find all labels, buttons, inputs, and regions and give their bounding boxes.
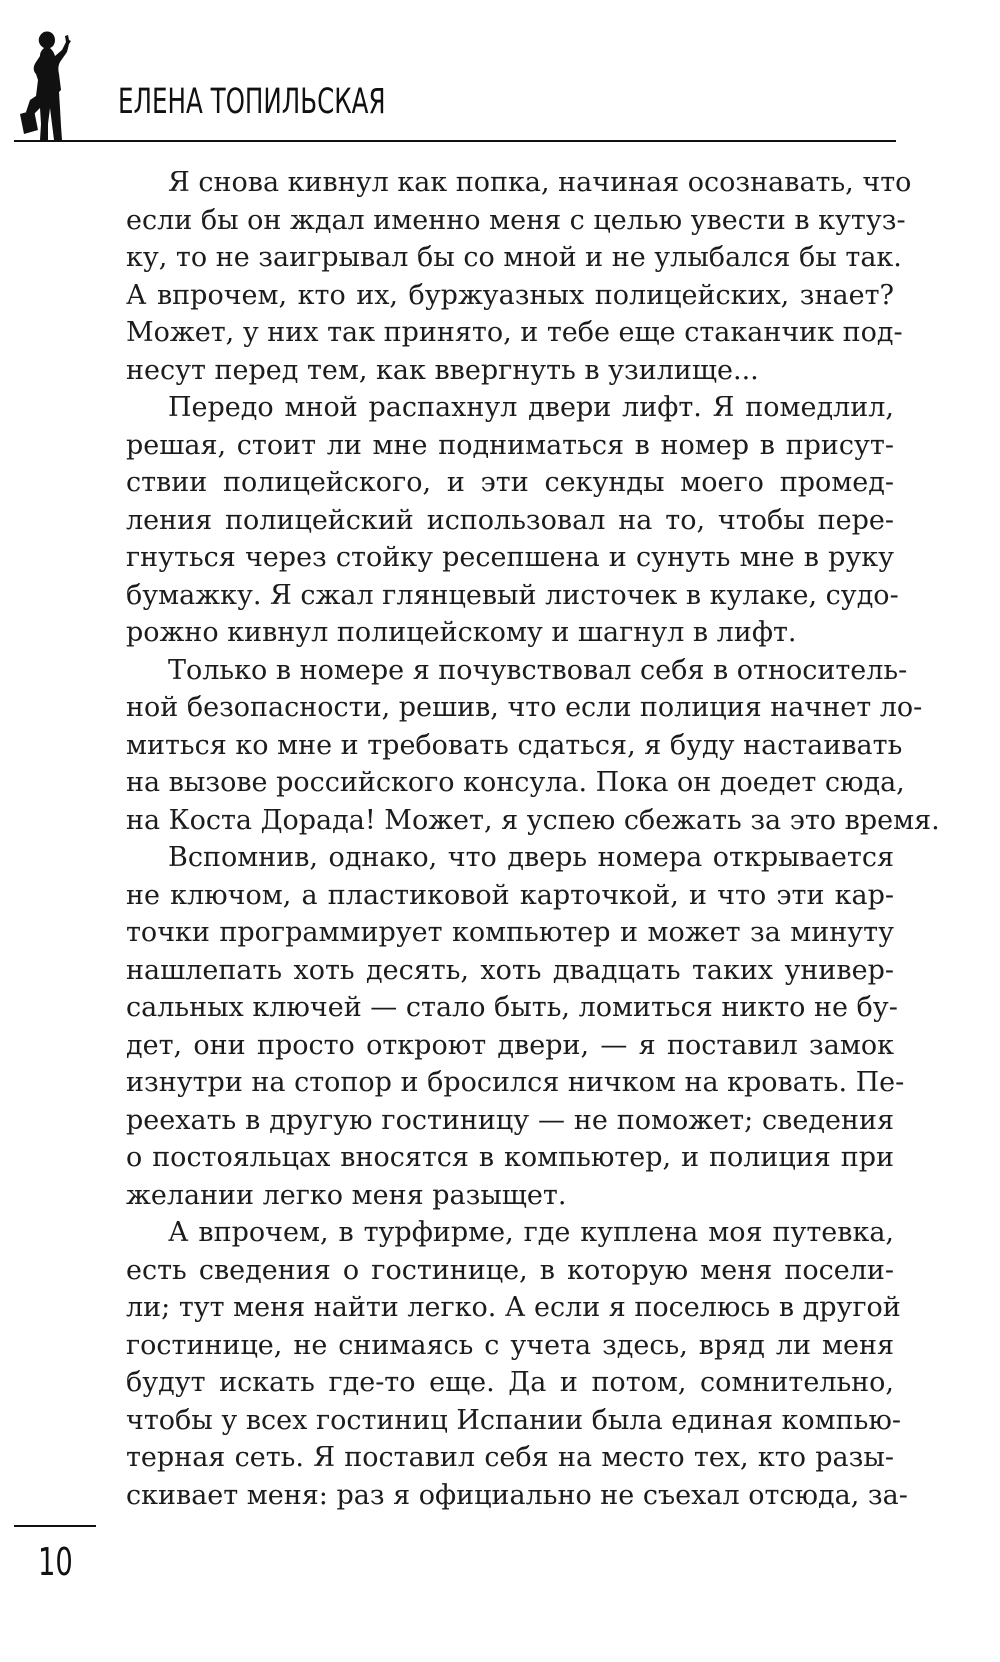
text-line: ной безопасности, решив, что если полиция начнет ло-: [126, 692, 923, 723]
text-line: на вызове российского консула. Пока он доедет сюда,: [126, 767, 905, 798]
text-line: чтобы у всех гостиниц Испании была единая компью-: [126, 1404, 902, 1436]
footer-rule: [14, 1525, 96, 1527]
text-line: ления полицейский использовал на то, чтобы пере-: [126, 504, 894, 536]
paragraph: [126, 164, 912, 389]
text-line: терная сеть. Я поставил себя на место тех, кто разы-: [126, 1442, 894, 1473]
text-line: изнутри на стопор и бросился ничком на кровать. Пе-: [126, 1067, 905, 1098]
page-number: 10: [38, 1540, 73, 1584]
paragraph: [126, 652, 940, 840]
text-line: бумажку. Я сжал глянцевый листочек в кулаке, судо-: [126, 579, 899, 611]
text-line: миться ко мне и требовать сдаться, я буду настаивать: [126, 729, 903, 761]
text-line: решая, стоит ли мне подниматься в номер в присут-: [126, 429, 894, 461]
text-line: Может, у них так принято, и тебе еще стаканчик под-: [126, 317, 903, 348]
paragraph: [126, 1214, 908, 1514]
text-line: ствии полицейского, и эти секунды моего промед-: [126, 467, 894, 498]
text-line: Передо мной распахнул двери лифт. Я помедлил,: [168, 392, 894, 423]
text-line: А впрочем, в турфирме, где куплена моя путевка,: [168, 1217, 894, 1248]
paragraph: [126, 839, 905, 1214]
text-line: гнуться через стойку ресепшена и сунуть мне в руку: [126, 542, 894, 573]
text-line: на Коста Дорада! Может, я успею сбежать за это время.: [126, 804, 940, 836]
text-line: ли; тут меня найти легко. А если я поселюсь в другой: [126, 1292, 901, 1323]
text-line: скивает меня: раз я официально не съехал отсюда, за-: [126, 1479, 908, 1511]
text-line: несут перед тем, как ввергнуть в узилище...: [126, 354, 759, 386]
running-head: ЕЛЕНА ТОПИЛЬСКАЯ: [118, 82, 386, 122]
text-line: сальных ключей — стало быть, ломиться никто не бу-: [126, 992, 898, 1023]
text-line: рожно кивнул полицейскому и шагнул в лифт.: [126, 617, 797, 648]
woman-with-gun-silhouette-icon: [14, 28, 86, 144]
text-line: А впрочем, кто их, буржуазных полицейских, знает?: [126, 279, 894, 311]
header-rule: [14, 140, 896, 142]
text-line: желании легко меня разыщет.: [126, 1179, 567, 1211]
text-line: точки программирует компьютер и может за минуту: [126, 917, 894, 948]
body-text: [126, 164, 940, 1514]
text-line: ку, то не заигрывал бы со мной и не улыбался бы так.: [126, 242, 902, 273]
text-line: гостинице, не снимаясь с учета здесь, вряд ли меня: [126, 1329, 894, 1361]
text-line: Вспомнив, однако, что дверь номера открывается: [168, 842, 894, 873]
text-line: есть сведения о гостинице, в которую меня посели-: [126, 1254, 894, 1286]
text-line: дет, они просто откроют двери, — я поставил замок: [126, 1029, 894, 1061]
text-line: Я снова кивнул как попка, начиная осознавать, что: [168, 167, 912, 198]
text-line: нашлепать хоть десять, хоть двадцать таких универ-: [126, 954, 894, 986]
text-line: Только в номере я почувствовал себя в относитель-: [168, 654, 908, 686]
text-line: не ключом, а пластиковой карточкой, и что эти кар-: [126, 879, 894, 911]
text-line: будут искать где-то еще. Да и потом, сомнительно,: [126, 1367, 894, 1398]
paragraph: [126, 389, 899, 652]
text-line: если бы он ждал именно меня с целью увести в кутуз-: [126, 204, 906, 236]
text-line: реехать в другую гостиницу — не поможет; сведения: [126, 1104, 894, 1136]
text-line: о постояльцах вносятся в компьютер, и полиция при: [126, 1142, 894, 1173]
